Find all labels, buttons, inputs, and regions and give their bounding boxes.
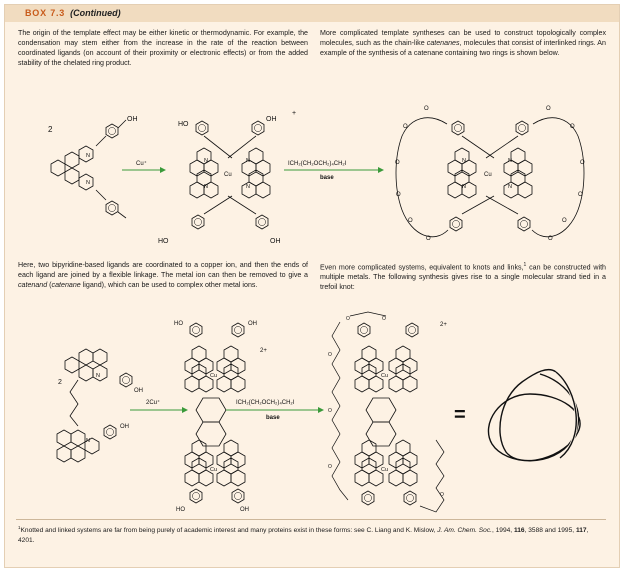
svg-text:N: N	[204, 184, 208, 190]
svg-text:Cu: Cu	[210, 373, 218, 379]
equals-sign	[454, 404, 466, 426]
svg-text:=: =	[454, 404, 466, 426]
svg-text:O: O	[328, 352, 332, 358]
svg-text:2+: 2+	[260, 348, 267, 354]
svg-text:O: O	[328, 464, 332, 470]
svg-text:O: O	[562, 218, 567, 224]
svg-text:HO: HO	[174, 321, 183, 327]
svg-text:N: N	[246, 158, 250, 164]
scheme2-cu-reagent: 2Cu⁺	[146, 400, 161, 406]
svg-text:OH: OH	[266, 116, 277, 123]
svg-text:O: O	[403, 124, 408, 130]
scheme1-arrow1	[122, 160, 166, 173]
svg-text:N: N	[462, 158, 466, 164]
svg-text:Cu: Cu	[484, 172, 492, 178]
paragraph-bipyridine: Here, two bipyridine-based ligands are coordinated to a copper ion, and then the ends of each ligand are joined by a flexible linkage. The metal ion can then be removed to give a catenand (catenane ligand), which can be used to complex other metal ions.	[18, 261, 308, 289]
svg-text:N: N	[246, 184, 250, 190]
footnote-divider	[16, 519, 606, 520]
svg-text:O: O	[580, 160, 585, 166]
scheme1-coefficient: 2	[48, 125, 53, 134]
svg-text:OH: OH	[270, 238, 281, 245]
svg-text:HO: HO	[178, 121, 189, 128]
scheme1-condition: base	[320, 175, 334, 181]
trefoil-knot-drawing	[488, 370, 580, 461]
svg-text:N: N	[96, 373, 100, 379]
svg-text:O: O	[570, 124, 575, 130]
paragraph-catenanes: More complicated template syntheses can be used to construct topologically complex molecules, such as the chain-like catenanes, molecules that consist of interlinked rings. An example of the synthesis of a catenane containing two rings is shown below.	[320, 29, 606, 57]
scheme2-arrow2	[226, 400, 324, 421]
scheme2-linker-reagent: ICH₂(CH₂OCH₂)₄CH₂I	[236, 400, 295, 406]
box-subtitle: (Continued)	[70, 8, 121, 18]
svg-text:OH: OH	[134, 388, 143, 394]
svg-text:+: +	[292, 110, 297, 117]
svg-text:O: O	[546, 106, 551, 112]
svg-text:Cu: Cu	[381, 467, 389, 473]
scheme2-complex	[174, 321, 267, 513]
svg-text:N: N	[462, 184, 466, 190]
svg-text:O: O	[578, 192, 583, 198]
svg-text:O: O	[440, 492, 444, 498]
scheme2-knot-molecule	[328, 312, 447, 512]
svg-text:N: N	[86, 180, 90, 186]
scheme2-ligand	[57, 349, 143, 462]
svg-text:OH: OH	[127, 116, 138, 123]
svg-text:N: N	[508, 184, 512, 190]
scheme1-ligand	[48, 116, 138, 218]
paragraph-template-effect: The origin of the template effect may be either kinetic or thermodynamic. For example, the condensation may stem either from the increase in the rate of the reaction between coordinated ligands (on account of their proximity or electronic effects) or from the added stability of the chelated ring product.	[18, 29, 308, 67]
scheme1-catenane	[395, 106, 585, 242]
paragraph-knots: Even more complicated systems, equivalent to knots and links,$^1$ can be constructed with multiple metals. The following synthesis gives rise to a single molecular strand tied in a trefoil knot:	[320, 262, 606, 292]
svg-text:O: O	[328, 408, 332, 414]
footnote: $^1$Knotted and linked systems are far from being purely of academic interest and many proteins exist in these forms: see C. Liang and K. Mislow, J. Am. Chem. Soc., 1994, 116, 3588 and 1995, 117, 4201.	[18, 525, 589, 544]
svg-text:N: N	[508, 158, 512, 164]
svg-text:OH: OH	[240, 507, 249, 513]
svg-text:O: O	[346, 316, 350, 322]
svg-text:HO: HO	[176, 507, 185, 513]
scheme1-copper-label: Cu	[224, 172, 232, 178]
svg-text:HO: HO	[158, 238, 169, 245]
scheme2-coefficient: 2	[58, 379, 62, 386]
svg-text:O: O	[396, 192, 401, 198]
svg-text:O: O	[548, 236, 553, 242]
svg-text:N: N	[204, 158, 208, 164]
svg-text:N: N	[86, 153, 90, 159]
svg-text:O: O	[424, 106, 429, 112]
svg-text:O: O	[382, 316, 386, 322]
scheme1-arrow2	[284, 161, 384, 181]
svg-text:Cu: Cu	[381, 373, 389, 379]
svg-text:OH: OH	[248, 321, 257, 327]
scheme1-complex	[158, 110, 296, 245]
svg-text:Cu: Cu	[210, 467, 218, 473]
scheme2-condition: base	[266, 415, 280, 421]
scheme1-cu-reagent: Cu⁺	[136, 161, 147, 167]
svg-text:O: O	[426, 236, 431, 242]
scheme1-linker-reagent: ICH₂(CH₂OCH₂)₄CH₂I	[288, 161, 347, 167]
svg-text:N: N	[86, 438, 90, 444]
svg-text:O: O	[408, 218, 413, 224]
svg-text:2+: 2+	[440, 322, 447, 328]
svg-text:OH: OH	[120, 424, 129, 430]
scheme2-arrow1	[130, 399, 188, 413]
svg-text:O: O	[395, 160, 400, 166]
box-number: BOX 7.3	[25, 8, 66, 18]
